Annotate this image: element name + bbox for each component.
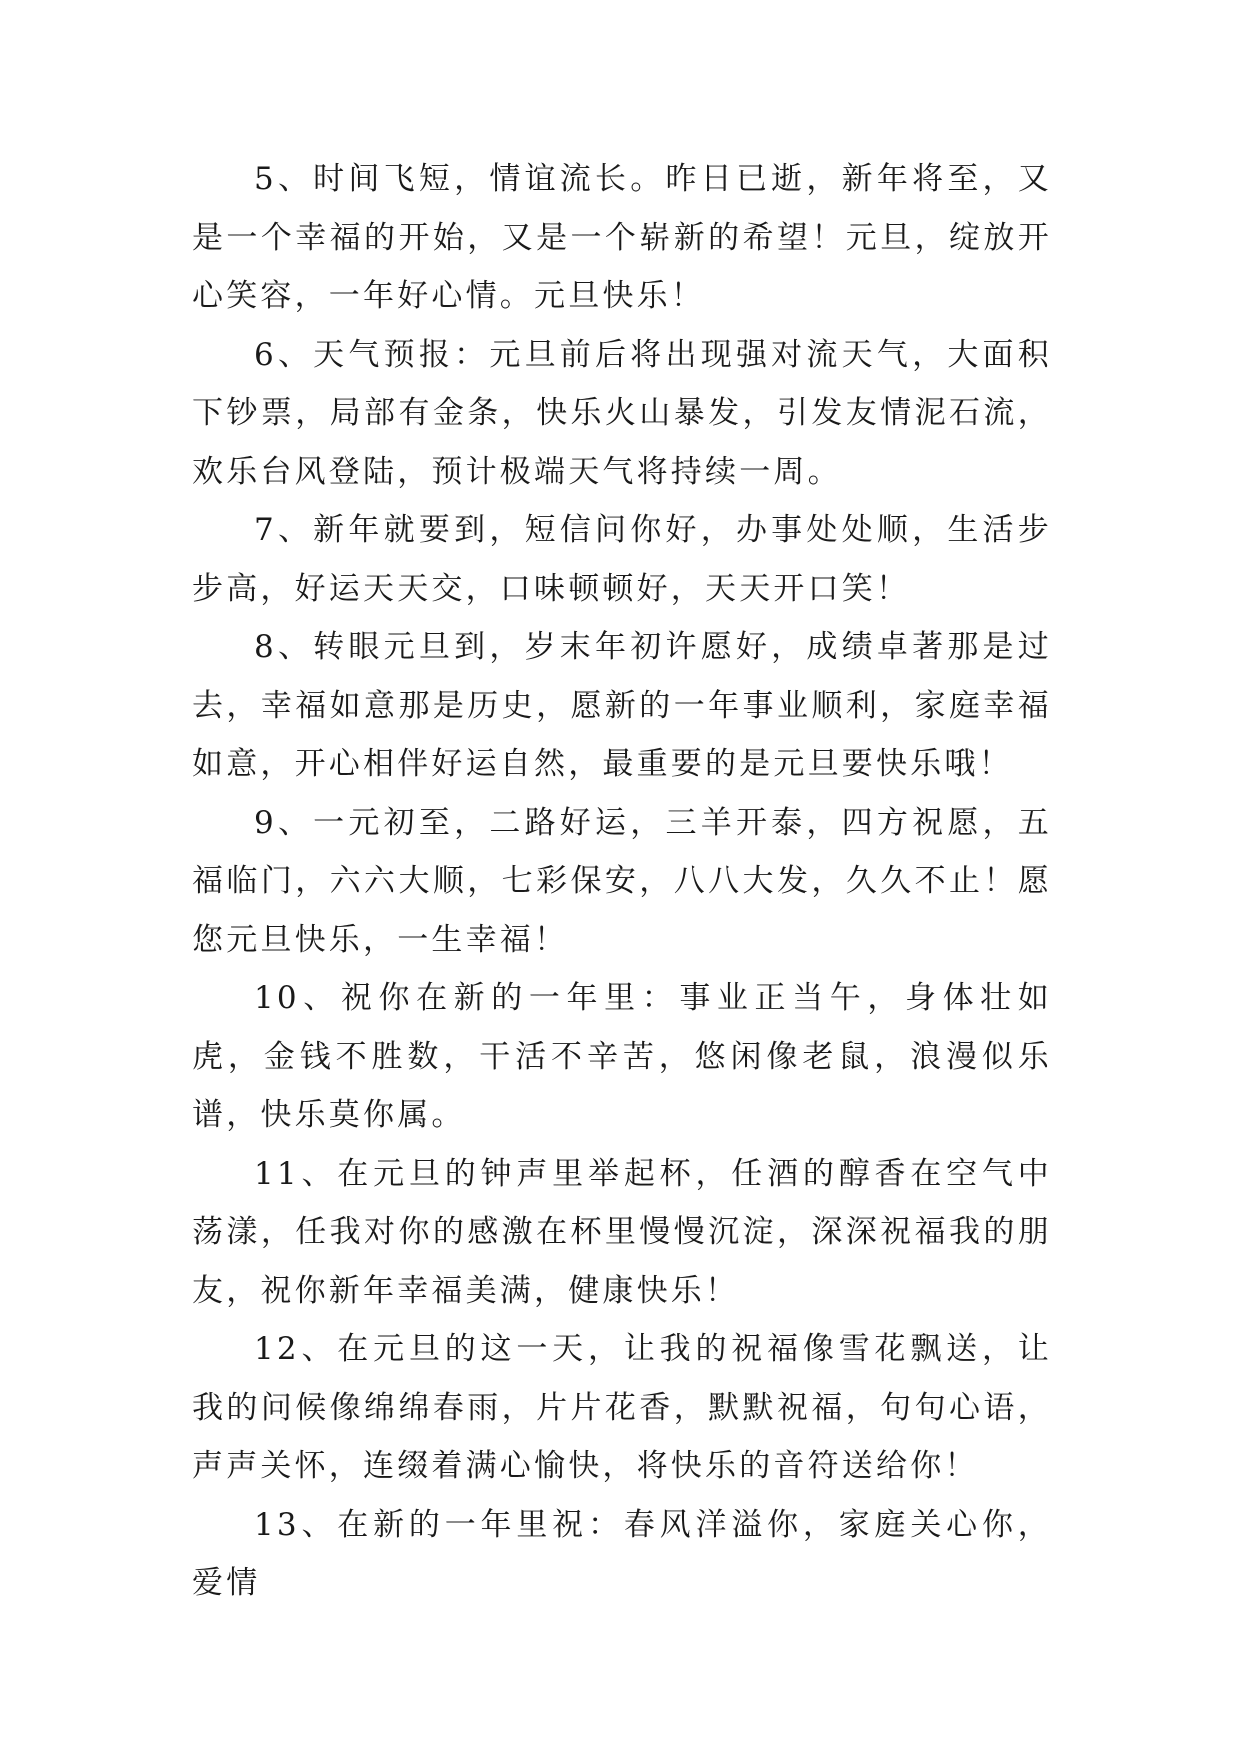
- document-body: [192, 150, 1052, 1613]
- paragraph-7: 7、新年就要到，短信问你好，办事处处顺，生活步步高，好运天天交，口味顿顿好，天天开口笑！: [192, 512, 1052, 607]
- paragraph-5: 5、时间飞短，情谊流长。昨日已逝，新年将至，又是一个幸福的开始，又是一个崭新的希望！元旦，绽放开心笑容，一年好心情。元旦快乐！: [192, 161, 1052, 314]
- paragraph-6: 6、天气预报：元旦前后将出现强对流天气，大面积下钞票，局部有金条，快乐火山暴发，引发友情泥石流，欢乐台风登陆，预计极端天气将持续一周。: [192, 336, 1052, 490]
- paragraph-9: 9、一元初至，二路好运，三羊开泰，四方祝愿，五福临门，六六大顺，七彩保安，八八大发，久久不止！愿您元旦快乐，一生幸福！: [192, 804, 1052, 958]
- paragraph-13: 13、在新的一年里祝：春风洋溢你，家庭关心你，爱情: [192, 1506, 1052, 1601]
- paragraph-11: 11、在元旦的钟声里举起杯，任酒的醇香在空气中荡漾，任我对你的感激在杯里慢慢沉淀，深深祝福我的朋友，祝你新年幸福美满，健康快乐！: [192, 1155, 1052, 1309]
- paragraph-8: 8、转眼元旦到，岁末年初许愿好，成绩卓著那是过去，幸福如意那是历史，愿新的一年事业顺利，家庭幸福如意，开心相伴好运自然，最重要的是元旦要快乐哦！: [192, 629, 1052, 782]
- paragraph-10: 10、祝你在新的一年里：事业正当午，身体壮如虎，金钱不胜数，干活不辛苦，悠闲像老鼠，浪漫似乐谱，快乐莫你属。: [192, 980, 1052, 1133]
- paragraph-12: 12、在元旦的这一天，让我的祝福像雪花飘送，让我的问候像绵绵春雨，片片花香，默默祝福，句句心语，声声关怀，连缀着满心愉快，将快乐的音符送给你！: [192, 1331, 1052, 1484]
